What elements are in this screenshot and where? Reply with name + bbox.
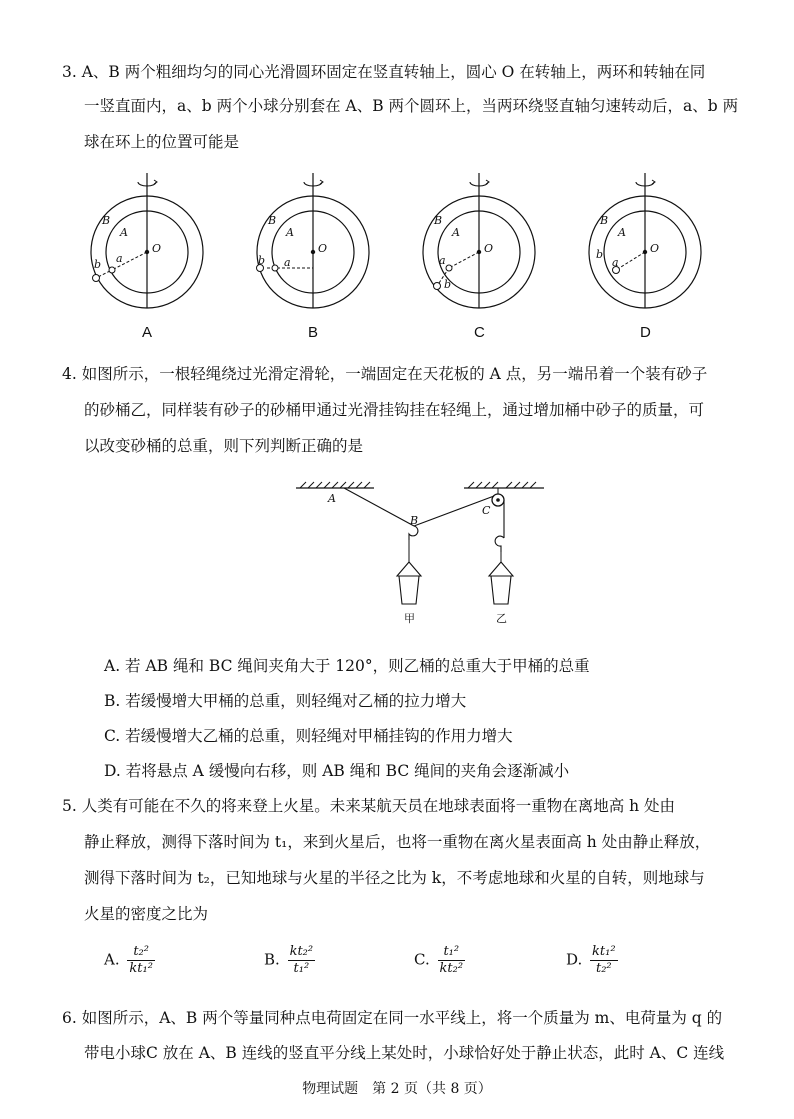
q4-option-d: D. 若将悬点 A 缓慢向右移，则 AB 绳和 BC 绳间的夹角会逐渐减小: [104, 762, 570, 780]
label-A: A: [452, 226, 460, 239]
numerator: kt₂²: [289, 944, 314, 959]
denominator: t₂²: [595, 961, 612, 976]
q4-stem-line3: 以改变砂桶的总重，则下列判断正确的是: [84, 437, 364, 455]
ring-diagram-d: [586, 168, 706, 318]
label-jia: 甲: [404, 612, 415, 625]
ring-diagram-c: [420, 168, 540, 318]
label-A: A: [120, 226, 128, 239]
q5-option-d: [566, 944, 618, 977]
q5-option-c: [414, 944, 465, 977]
q4-stem-line1: 4. 如图所示，一根轻绳绕过光滑定滑轮，一端固定在天花板的 A 点，另一端吊着一个装有砂子: [62, 365, 708, 383]
q3-stem-line3: 球在环上的位置可能是: [84, 133, 240, 151]
denominator: kt₁²: [129, 961, 153, 976]
q5-option-b: [264, 944, 315, 977]
q5-option-a: [104, 944, 155, 977]
label-B: B: [102, 214, 111, 227]
fraction: [438, 944, 466, 977]
label-b: b: [596, 248, 604, 261]
q4-option-b: B. 若缓慢增大甲桶的总重，则轻绳对乙桶的拉力增大: [104, 692, 467, 710]
ring-diagram-b: [254, 168, 374, 318]
numerator: t₂²: [127, 944, 155, 961]
label-yi: 乙: [496, 612, 507, 625]
q3-figure-a: [88, 168, 208, 341]
label-b: b: [94, 258, 102, 271]
figure-caption: A: [142, 324, 153, 341]
label-O: O: [318, 242, 328, 255]
label-B: B: [600, 214, 609, 227]
label-B: B: [268, 214, 277, 227]
q3-stem-line1: 3. A、B 两个粗细均匀的同心光滑圆环固定在竖直转轴上，圆心 O 在转轴上，两环和转轴在同: [62, 63, 706, 81]
fraction: [590, 944, 618, 977]
option-letter: D.: [566, 950, 583, 969]
label-O: O: [650, 242, 660, 255]
label-A: A: [286, 226, 294, 239]
q6-stem-line2: 带电小球C 放在 A、B 连线的竖直平分线上某处时，小球恰好处于静止状态，此时 A、C 连线: [84, 1044, 725, 1062]
label-b: b: [258, 254, 266, 267]
label-A: A: [618, 226, 626, 239]
denominator: t₁²: [293, 961, 310, 976]
q5-stem-line3: 测得下落时间为 t₂，已知地球与火星的半径之比为 k，不考虑地球和火星的自转，则地球与: [84, 869, 705, 887]
label-O: O: [152, 242, 162, 255]
q3-figure-b: [254, 168, 374, 341]
label-O: O: [484, 242, 494, 255]
denominator: kt₂²: [439, 961, 464, 976]
q3-stem-line2: 一竖直面内，a、b 两个小球分别套在 A、B 两个圆环上，当两环绕竖直轴匀速转动后，a、b 两: [84, 97, 739, 115]
q4-pulley-figure: [296, 478, 546, 642]
page-footer: 物理试题 第 2 页（共 8 页）: [302, 1081, 492, 1097]
q5-stem-line1: 5. 人类有可能在不久的将来登上火星。未来某航天员在地球表面将一重物在离地高 h 处由: [62, 797, 676, 815]
q5-stem-line4: 火星的密度之比为: [84, 905, 209, 923]
figure-caption: D: [640, 324, 651, 341]
q3-figure-d: [586, 168, 706, 341]
label-a: a: [284, 256, 291, 269]
q4-option-c: C. 若缓慢增大乙桶的总重，则轻绳对甲桶挂钩的作用力增大: [104, 727, 513, 745]
ring-diagram-a: [88, 168, 208, 318]
label-B: B: [410, 514, 419, 527]
q6-stem-line1: 6. 如图所示，A、B 两个等量同种点电荷固定在同一水平线上，将一个质量为 m、电荷量为 q 的: [62, 1009, 723, 1027]
numerator: t₁²: [438, 944, 466, 961]
fraction: [127, 944, 155, 977]
label-b: b: [444, 278, 452, 291]
label-B: B: [434, 214, 443, 227]
numerator: kt₁²: [592, 944, 616, 959]
fraction: [288, 944, 316, 977]
label-C: C: [482, 504, 491, 517]
option-letter: C.: [414, 950, 430, 969]
label-a: a: [439, 254, 446, 267]
q5-stem-line2: 静止释放，测得下落时间为 t₁，来到火星后，也将一重物在离火星表面高 h 处由静止释放，: [84, 833, 711, 851]
option-letter: B.: [264, 950, 280, 969]
figure-caption: B: [308, 324, 319, 341]
label-a: a: [116, 252, 123, 265]
label-A: A: [328, 492, 336, 505]
option-letter: A.: [104, 950, 120, 969]
q4-stem-line2: 的砂桶乙，同样装有砂子的砂桶甲通过光滑挂钩挂在轻绳上，通过增加桶中砂子的质量，可: [84, 401, 705, 419]
q3-figure-c: [420, 168, 540, 341]
label-a: a: [612, 256, 619, 269]
q4-option-a: A. 若 AB 绳和 BC 绳间夹角大于 120°，则乙桶的总重大于甲桶的总重: [104, 657, 590, 675]
figure-caption: C: [474, 324, 485, 341]
